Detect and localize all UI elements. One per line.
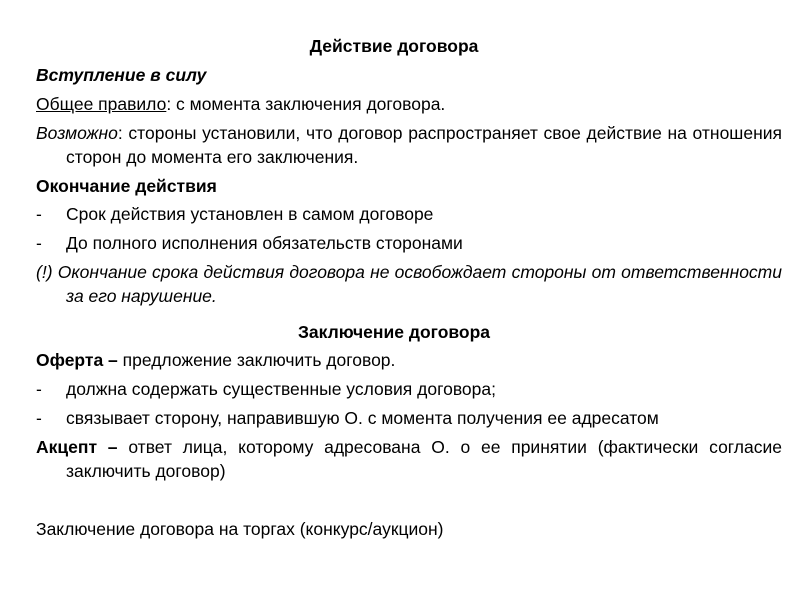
general-rule-paragraph <box>36 92 752 116</box>
bullet-dash: - <box>36 233 42 253</box>
accept-paragraph <box>36 435 782 483</box>
bullet-dash: - <box>36 408 42 428</box>
auction-paragraph: Заключение договора на торгах (конкурс/аукцион) <box>36 519 444 539</box>
slide-content <box>36 0 782 600</box>
accept-label: Акцепт – <box>36 437 118 457</box>
list-item-text: должна содержать существенные условия договора; <box>66 379 496 399</box>
offer-text: предложение заключить договор. <box>117 350 396 370</box>
general-rule-label: Общее правило <box>36 94 167 114</box>
heading-end-of-action: Окончание действия <box>36 176 217 196</box>
note-paragraph: (!) Окончание срока действия договора не освобождает стороны от ответственности за его нарушение. <box>36 262 782 306</box>
accept-text: ответ лица, которому адресована О. о ее принятии (фактически согласие заключить договор) <box>66 437 782 481</box>
offer-paragraph <box>36 348 752 372</box>
bullet-dash: - <box>36 379 42 399</box>
list-item <box>36 406 782 430</box>
list-item-text: До полного исполнения обязательств сторонами <box>66 233 463 253</box>
list-item-text: связывает сторону, направившую О. с момента получения ее адресатом <box>66 408 659 428</box>
list-item <box>36 202 782 226</box>
heading-entry-into-force: Вступление в силу <box>36 65 207 85</box>
possible-paragraph <box>36 121 782 169</box>
general-rule-text: : с момента заключения договора. <box>166 94 446 114</box>
offer-label: Оферта – <box>36 350 118 370</box>
list-item <box>36 231 782 255</box>
possible-text: : стороны установили, что договор распространяет свое действие на отношения сторон до момента его заключения. <box>66 123 782 167</box>
section-title-contract-conclusion: Заключение договора <box>297 322 491 342</box>
list-item <box>36 377 782 401</box>
possible-label: Возможно <box>36 123 118 143</box>
section-title-contract-action: Действие договора <box>309 36 479 56</box>
bullet-dash: - <box>36 204 42 224</box>
list-item-text: Срок действия установлен в самом договоре <box>66 204 434 224</box>
